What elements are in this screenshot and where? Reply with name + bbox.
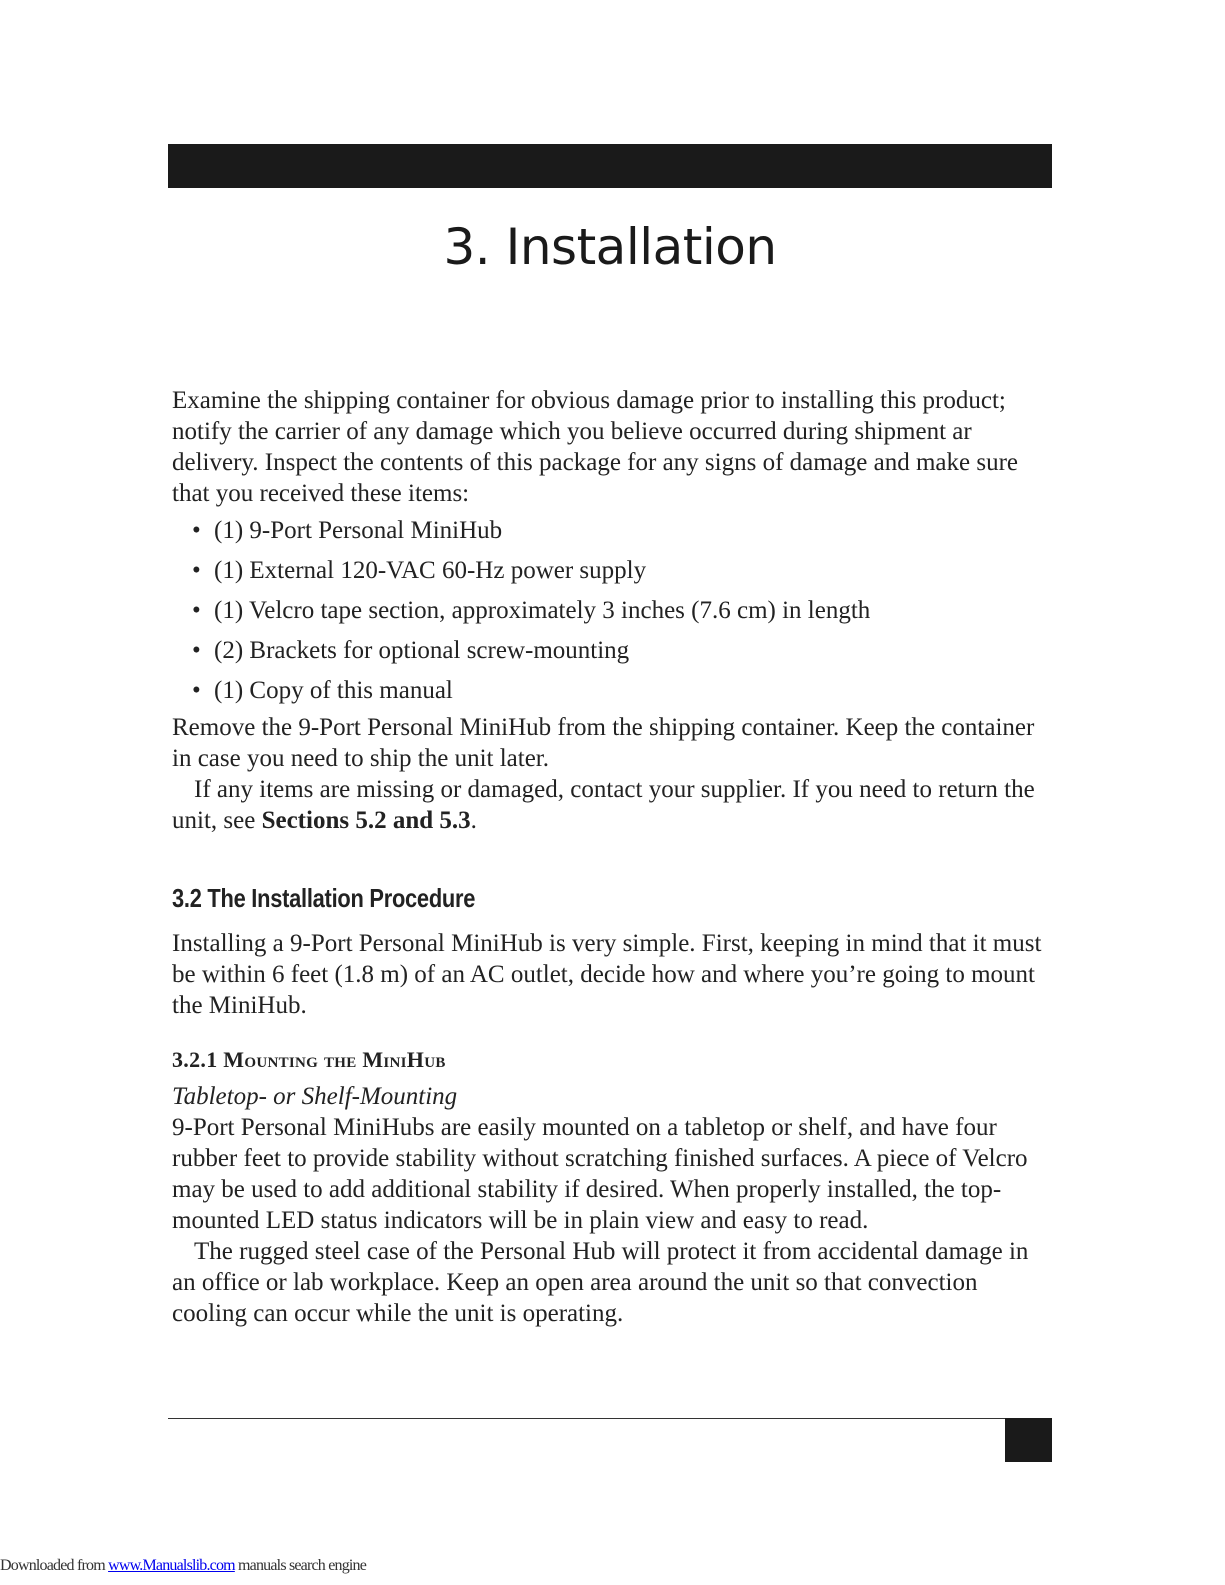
list-item: • (1) Velcro tape section, approximately 3 inches (7.6 cm) in length bbox=[192, 597, 871, 624]
missing-items-paragraph: If any items are missing or damaged, contact your supplier. If you need to return the unit, see Sections 5.2 and 5.3. bbox=[172, 776, 1035, 834]
page-content bbox=[172, 385, 1052, 1329]
bullet-icon: • bbox=[192, 557, 201, 584]
section-heading-3-2: 3.2 The Installation Procedure bbox=[172, 883, 476, 913]
package-contents-list bbox=[172, 515, 1052, 706]
list-item: • (2) Brackets for optional screw-mounting bbox=[192, 637, 630, 664]
intro-paragraph: Examine the shipping container for obvious damage prior to installing this product; notify the carrier of any damage which you believe occurred during shipment ar delivery. Inspect the contents of this package for any signs of damage and make sure that you received these items: bbox=[172, 387, 1019, 507]
page-number-box bbox=[1005, 1418, 1052, 1462]
list-item: • (1) Copy of this manual bbox=[192, 677, 453, 704]
download-watermark: Downloaded from www.Manualslib.com manuals search engine bbox=[0, 1557, 367, 1574]
sections-reference: Sections 5.2 and 5.3 bbox=[261, 807, 471, 834]
tabletop-paragraph: 9-Port Personal MiniHubs are easily mounted on a tabletop or shelf, and have four rubber feet to provide stability without scratching finished surfaces. A piece of Velcro may be used to add additional stability if desired. When properly installed, the top-mounted LED status indicators will be in plain view and easy to read. bbox=[172, 1114, 1028, 1234]
list-item: • (1) External 120-VAC 60-Hz power supply bbox=[192, 557, 647, 584]
section-3-2-paragraph: Installing a 9-Port Personal MiniHub is very simple. First, keeping in mind that it must be within 6 feet (1.8 m) of an AC outlet, decide how and where you’re going to mount the MiniHub. bbox=[172, 930, 1042, 1019]
bullet-icon: • bbox=[192, 597, 201, 624]
footer-rule bbox=[168, 1418, 1052, 1419]
remove-paragraph: Remove the 9-Port Personal MiniHub from the shipping container. Keep the container in case you need to ship the unit later. bbox=[172, 714, 1035, 772]
steel-case-paragraph: The rugged steel case of the Personal Hub will protect it from accidental damage in an office or lab workplace. Keep an open area around the unit so that convection cooling can occur while the unit is operating. bbox=[172, 1238, 1029, 1327]
subsection-heading-3-2-1: 3.2.1 Mounting the MiniHub bbox=[172, 1047, 446, 1072]
chapter-header-bar bbox=[168, 144, 1052, 188]
manualslib-link[interactable]: www.Manualslib.com bbox=[108, 1557, 235, 1574]
bullet-icon: • bbox=[192, 517, 201, 544]
list-item: • (1) 9-Port Personal MiniHub bbox=[192, 517, 503, 544]
mounting-type-heading: Tabletop- or Shelf-Mounting bbox=[172, 1083, 458, 1110]
bullet-icon: • bbox=[192, 637, 201, 664]
chapter-title: 3. Installation bbox=[443, 218, 777, 276]
bullet-icon: • bbox=[192, 677, 201, 704]
